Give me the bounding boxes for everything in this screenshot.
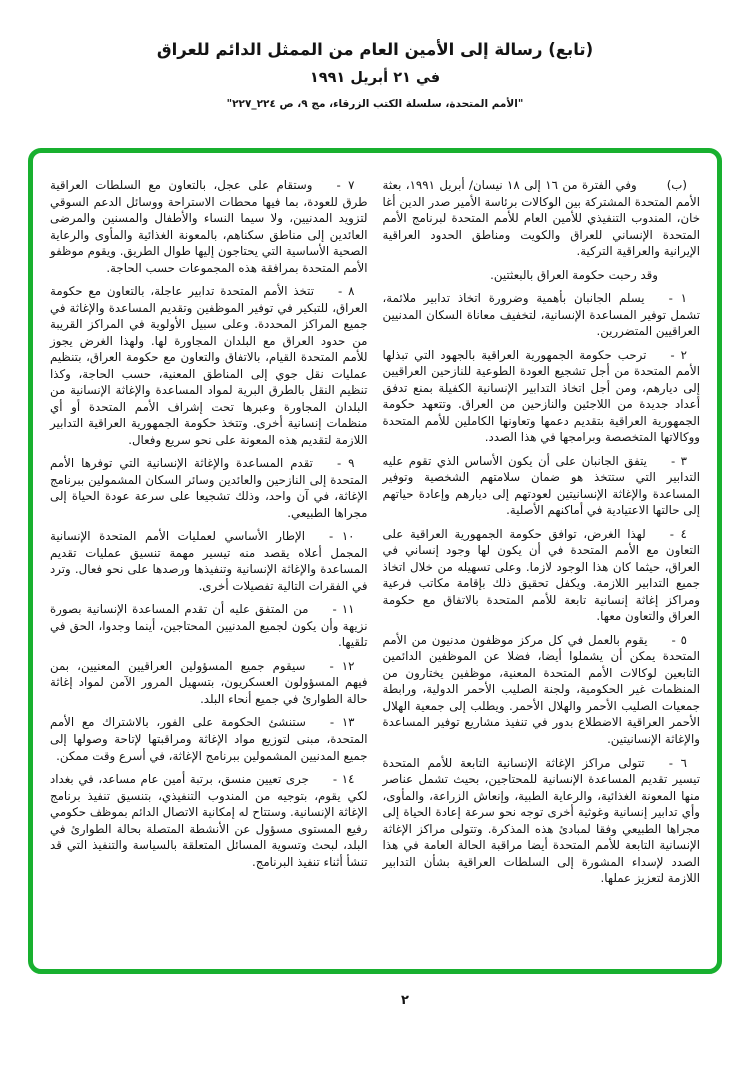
paragraph-text: وستقام على عجل، بالتعاون مع السلطات العراقية طرق للعودة، بما فيها محطات الاستراحة ووسائل الدعم السوقي لتزويد المدنيين، ولا سيما النساء والأطفال والمسنين والمرضى العائدين إلى مناطق سكناهم، بالمعونة الغذائية والمأوى والرعاية الصحية الأساسية التي يحتاجون إليها طوال الطريق. ويقوم موظفو الأمم المتحدة بمرافقة هذه المجموعات حسب الحاجة. [50,178,368,275]
paragraph-number: ١٣ - [329,715,355,730]
paragraph-text: تتخذ الأمم المتحدة تدابير عاجلة، بالتعاون مع حكومة العراق، للتبكير في توفير الموظفين وتقديم المساعدة والإغاثة في جميع المراكز المحددة. وعلى سبيل الأولوية في المراكز القريبة من حدود العراق مع البلدان المجاورة لها. ولهذا الغرض يجوز للأمم المتحدة القيام، بالاتفاق والتعاون مع حكومة العراق، بتنظيم عمليات نقل جوي إلى المناطق المعنية، حسب الحاجة، وكذا تنظيم النقل بالطرق البرية لمواد المساعدة والإغاثة الإنسانية من البلدان المجاورة وعبرها تحت إشراف الأمم المتحدة أو أي منظمات إنسانية أخرى. وتتخذ حكومة الجمهورية العراقية التدابير اللازمة لتقديم هذه المعونة على نحو سريع وفعال. [50,284,368,447]
paragraph-label: (ب) [666,178,687,192]
paragraph-12 [50,658,368,708]
paragraph-4 [383,526,701,625]
document-body [33,153,717,969]
paragraph-text: وقد رحبت حكومة العراق بالبعثتين. [490,267,658,282]
paragraph-9 [50,455,368,521]
paragraph-text: سيقوم جميع المسؤولين العراقيين المعنيين، بمن فيهم المسؤولون العسكريون، بتسهيل المرور الآمن لمواد إغاثة حالة الطوارئ في جميع أنحاء البلد. [50,658,368,706]
paragraph-5 [383,632,701,748]
paragraph-7 [50,177,368,276]
paragraph-number: ٦ - [668,755,687,770]
paragraph-text: تتولى مراكز الإغاثة الإنسانية التابعة للأمم المتحدة تيسير تقديم المساعدة الإنسانية للمحتاجين، بحيث تشمل عناصر منها المعونة الغذائية، والرعاية الطبية، وإنعاش الزراعة، والمأوى، وأي تدابير إنسانية وغوثية أخرى توجه نحو سرعة إعادة الحياة إلى مجراها الطبيعي وفقا لمبادئ هذه المذكرة. وتتولى مراكز الإغاثة الإنسانية التابعة للأمم المتحدة أيضا مراقبة الحالة العامة في هذا الصدد لإسداء المشورة إلى السلطات العراقية بشأن التدابير اللازمة لتعزيز عملها. [382,755,700,886]
paragraph-number: ١١ - [332,602,355,617]
paragraph-text: وفي الفترة من ١٦ إلى ١٨ نيسان/ أبريل ١٩٩١، بعثة الأمم المتحدة المشتركة بين الوكالات برئاسة الأمير صدر الدين أغا خان، المندوب التنفيذي للأمين العام للأمم المتحدة لبرنامج الأمم المتحدة الإنساني للعراق والكويت ومناطق الحدود العراقية الإيرانية والعراقية التركية. [382,178,700,259]
paragraph-unnumbered [383,267,701,284]
paragraph-number: ٥ - [671,632,687,647]
paragraph-8 [50,283,368,448]
paragraph-text: من المتفق عليه أن تقدم المساعدة الإنسانية بصورة نزيهة وأن يكون لجميع المدنيين المحتاجين، أينما وجدوا، الحق في تلقيها. [50,602,368,650]
paragraph-text: ترحب حكومة الجمهورية العراقية بالجهود التي تبذلها الأمم المتحدة من أجل تشجيع العودة الطوعية للنازحين العراقيين إلى ديارهم، ومن أجل اتخاذ التدابير الإنسانية الكفيلة بمنع تدفق أعداد جديدة من اللاجئين والنازحين من العراق. وتتعهد حكومة الجمهورية العراقية بتقديم دعمها وتعاونها الكاملين للأمم المتحدة ووكالاتها المتخصصة وبرامجها في هذا الصدد. [382,347,700,445]
paragraph-number: ٢ - [670,347,688,362]
paragraph-text: ستنشئ الحكومة على الفور، بالاشتراك مع الأمم المتحدة، مبنى لتوزيع مواد الإغاثة ومراقبتها لإتاحة وصولها إلى جميع المدنيين المشمولين ببرنامج الإغاثة، في أسرع وقت ممكن. [50,715,368,763]
right-column [383,177,701,961]
paragraph-10 [50,528,368,594]
paragraph-text: تقدم المساعدة والإغاثة الإنسانية التي توفرها الأمم المتحدة إلى النازحين والعائدين وسائر السكان المشمولين ببرنامج الإغاثة، في آن واحد، وذلك تشجيعا على سرعة عودة الحياة إلى مجراها الطبيعي. [50,456,368,520]
paragraph-2 [383,347,701,446]
paragraph-text: الإطار الأساسي لعمليات الأمم المتحدة الإنسانية المجمل أعلاه يقصد منه تيسير مهمة تنسيق عمليات تقديم المساعدة والإغاثة الإنسانية وتنفيذها ورصدها على نحو فعال. وترد في الفقرات التالية تفصيلات أخرى. [50,529,368,593]
paragraph-text: جرى تعيين منسق، برتبة أمين عام مساعد، في بغداد لكي يقوم، بتوجيه من المندوب التنفيذي، بتنسيق تنفيذ برنامج الإغاثة الإنسانية. وستتاح له إمكانية الاتصال الدائم بموظف حكومي رفيع المستوى مسؤول عن الأنشطة المتصلة بحالة الطوارئ في البلد، لبحث وتسوية المسائل المتعلقة بالسياسة والتنفيذ التي قد تنشأ أثناء تنفيذ البرنامج. [50,772,368,869]
paragraph-number: ٩ - [336,456,355,471]
paragraph-text: يتفق الجانبان على أن يكون الأساس الذي تقوم عليه التدابير التي ستتخذ هو ضمان سلامتهم الشخصية وتوفير المساعدة والإغاثة الإنسانيتين لعودتهم إلى ديارهم وإعادة حياتهم إلى حالتها الاعتيادية في أماكنهم الأصلية. [382,453,700,518]
document-title: (تابع) رسالة إلى الأمين العام من الممثل الدائم للعراق [156,40,594,59]
page-number: ٢ [401,993,409,1008]
paragraph-3 [383,453,701,519]
paragraph-11 [50,601,368,651]
paragraph-number: ٤ - [669,526,687,541]
document-frame [28,148,722,974]
paragraph-number: ١٠ - [328,529,355,544]
paragraph-b [383,177,701,260]
paragraph-text: لهذا الغرض، توافق حكومة الجمهورية العراقية على التعاون مع الأمم المتحدة في أن يكون لها وجود إنساني في العراق، حيثما كان هذا الوجود لازما. وعلى تسهيله من خلال اتخاذ جميع التدابير اللازمة. ويكفل تحقيق ذلك بإقامة مكاتب فرعية ومراكز إغاثة إنسانية تابعة للأمم المتحدة بالاتفاق مع حكومة العراق والتعاون معها. [382,526,700,624]
paragraph-number: ١ - [668,291,687,306]
paragraph-number: ٨ - [338,284,355,299]
document-source-citation: "الأمم المتحدة، سلسلة الكتب الزرقاء، مج ٩، ص ٢٢٤_٢٢٧" [226,98,524,110]
document-header [0,40,750,110]
paragraph-number: ٣ - [670,453,687,468]
paragraph-6 [383,755,701,887]
paragraph-text: يسلم الجانبان بأهمية وضرورة اتخاذ تدابير ملائمة، تشمل توفير المساعدة الإنسانية، لتخفيف معاناة السكان المدنيين العراقيين المتضررين. [382,291,700,339]
paragraph-text: يقوم بالعمل في كل مركز موظفون مدنيون من الأمم المتحدة يمكن أن يشملوا أيضا، فضلا عن الموظفين الدائمين التابعين لوكالات الأمم المتحدة المعنية، موظفين يختارون من المنظمات غير الحكومية، ولجنة الصليب الأحمر الدولية، ورابطة جمعيات الصليب الأحمر والهلال الأحمر. ويطلب إلى جمعية الهلال الأحمر العراقية الاضطلاع بدور في تنفيذ مشاريع توفير المساعدة والإغاثة الإنسانيتين. [382,632,700,746]
document-date: في ٢١ أبريل ١٩٩١ [309,70,441,86]
paragraph-number: ١٤ - [332,772,355,787]
paragraph-1 [383,290,701,340]
paragraph-number: ١٢ - [329,658,355,673]
paragraph-14 [50,771,368,870]
left-column [50,177,368,961]
paragraph-13 [50,714,368,764]
paragraph-number: ٧ - [336,178,355,192]
